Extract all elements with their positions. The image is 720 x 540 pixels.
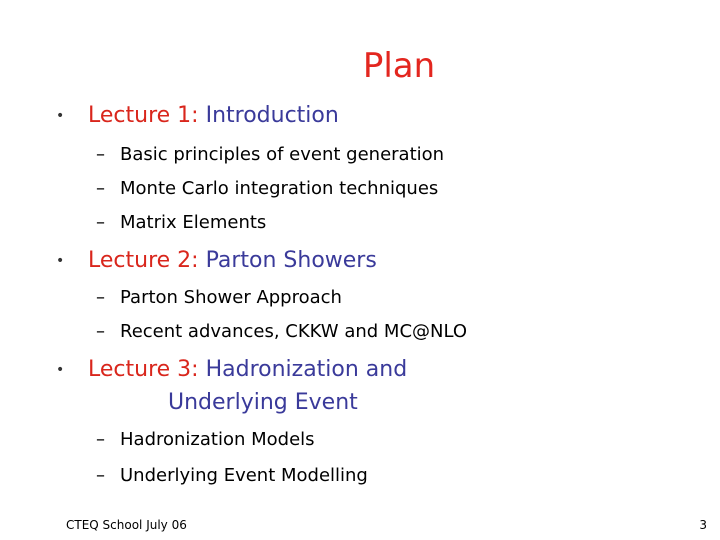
list-item (96, 464, 368, 488)
list-item (96, 177, 438, 201)
list-item (96, 143, 444, 167)
lecture-2-heading (56, 246, 377, 276)
lecture-label: Lecture 3: (88, 357, 199, 382)
dash-icon: – (96, 429, 105, 450)
page-number: 3 (699, 518, 707, 532)
list-item-text: Monte Carlo integration techniques (120, 178, 439, 199)
list-item (96, 320, 467, 344)
list-item-text: Basic principles of event generation (120, 144, 445, 165)
bullet-icon: • (56, 108, 65, 124)
lecture-topic-continued: Underlying Event (168, 390, 358, 415)
lecture-1-heading (56, 101, 339, 131)
list-item (96, 211, 266, 235)
dash-icon: – (96, 465, 105, 486)
lecture-topic: Introduction (205, 103, 339, 128)
lecture-topic: Parton Showers (205, 248, 377, 273)
list-item-text: Underlying Event Modelling (120, 465, 368, 486)
dash-icon: – (96, 178, 105, 199)
dash-icon: – (96, 212, 105, 233)
dash-icon: – (96, 321, 105, 342)
list-item-text: Matrix Elements (120, 212, 267, 233)
list-item-text: Parton Shower Approach (120, 287, 342, 308)
lecture-label: Lecture 1: (88, 103, 199, 128)
list-item-text: Hadronization Models (120, 429, 315, 450)
slide-title: Plan (362, 46, 436, 86)
bullet-icon: • (56, 253, 65, 269)
list-item (96, 428, 315, 452)
bullet-icon: • (56, 362, 65, 378)
dash-icon: – (96, 287, 105, 308)
lecture-topic: Hadronization and (205, 357, 408, 382)
lecture-3-heading (56, 355, 407, 385)
list-item-text: Recent advances, CKKW and MC@NLO (120, 321, 468, 342)
list-item (96, 286, 342, 310)
dash-icon: – (96, 144, 105, 165)
footer-text: CTEQ School July 06 (66, 518, 187, 532)
lecture-label: Lecture 2: (88, 248, 199, 273)
